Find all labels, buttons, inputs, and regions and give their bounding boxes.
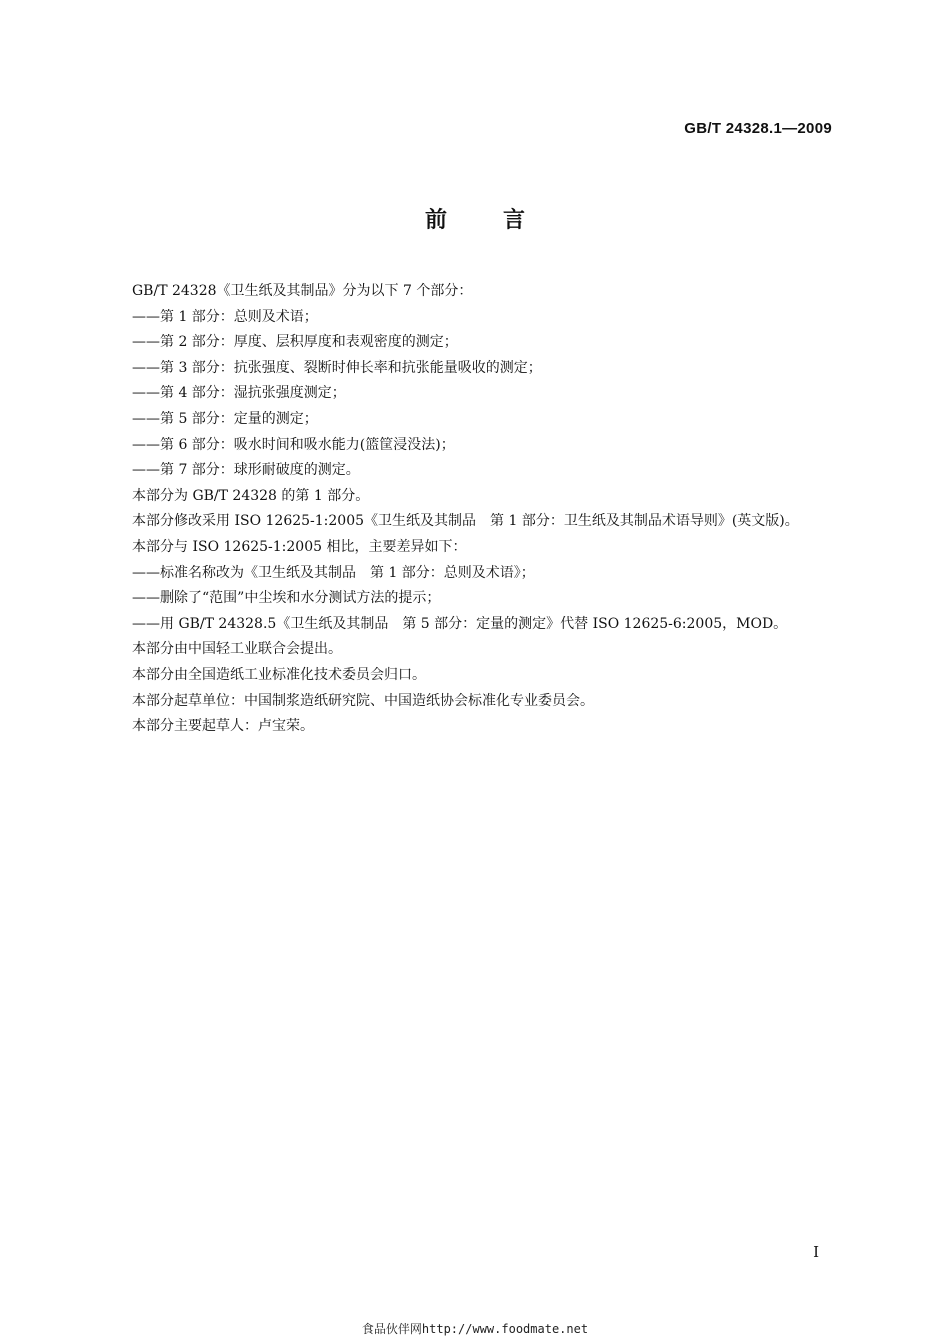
list-item-difference-1: ——标准名称改为《卫生纸及其制品 第 1 部分：总则及术语》； xyxy=(132,564,535,581)
paragraph-drafting-units: 本部分起草单位：中国制浆造纸研究院、中国造纸协会标准化专业委员会。 xyxy=(132,692,594,709)
list-item-difference-3: ——用 GB/T 24328.5《卫生纸及其制品 第 5 部分：定量的测定》代替 ISO 12625-6:2005，MOD。 xyxy=(132,615,788,632)
list-item-part-6: ——第 6 部分：吸水时间和吸水能力(篮筐浸没法)； xyxy=(132,436,455,453)
paragraph-proposed-by: 本部分由中国轻工业联合会提出。 xyxy=(132,641,342,658)
list-item-part-7: ——第 7 部分：球形耐破度的测定。 xyxy=(132,462,360,479)
paragraph-intro: GB/T 24328《卫生纸及其制品》分为以下 7 个部分： xyxy=(132,283,473,299)
list-item-part-3: ——第 3 部分：抗张强度、裂断时伸长率和抗张能量吸收的测定； xyxy=(132,359,542,376)
list-item-part-4: ——第 4 部分：湿抗张强度测定； xyxy=(132,385,346,402)
paragraph-drafters: 本部分主要起草人：卢宝荣。 xyxy=(132,718,314,735)
list-item-part-5: ——第 5 部分：定量的测定； xyxy=(132,410,318,427)
list-item-part-1: ——第 1 部分：总则及术语； xyxy=(132,308,318,325)
page-title: 前言 xyxy=(424,208,581,233)
paragraph-part-statement: 本部分为 GB/T 24328 的第 1 部分。 xyxy=(132,487,370,504)
paragraph-centralized-by: 本部分由全国造纸工业标准化技术委员会归口。 xyxy=(132,666,426,683)
page-number: I xyxy=(813,1243,819,1261)
list-item-part-2: ——第 2 部分：厚度、层积厚度和表观密度的测定； xyxy=(132,334,458,351)
list-item-difference-2: ——删除了“范围”中尘埃和水分测试方法的提示； xyxy=(132,590,441,607)
footer-watermark: 食品伙伴网http://www.foodmate.net xyxy=(361,1322,589,1336)
standard-code: GB/T 24328.1—2009 xyxy=(684,120,832,137)
paragraph-iso-adoption: 本部分修改采用 ISO 12625-1:2005《卫生纸及其制品 第 1 部分：卫生纸及其制品术语导则》(英文版)。 xyxy=(132,513,799,530)
foreword-body xyxy=(104,279,839,740)
paragraph-differences-intro: 本部分与 ISO 12625-1:2005 相比，主要差异如下： xyxy=(132,538,467,555)
